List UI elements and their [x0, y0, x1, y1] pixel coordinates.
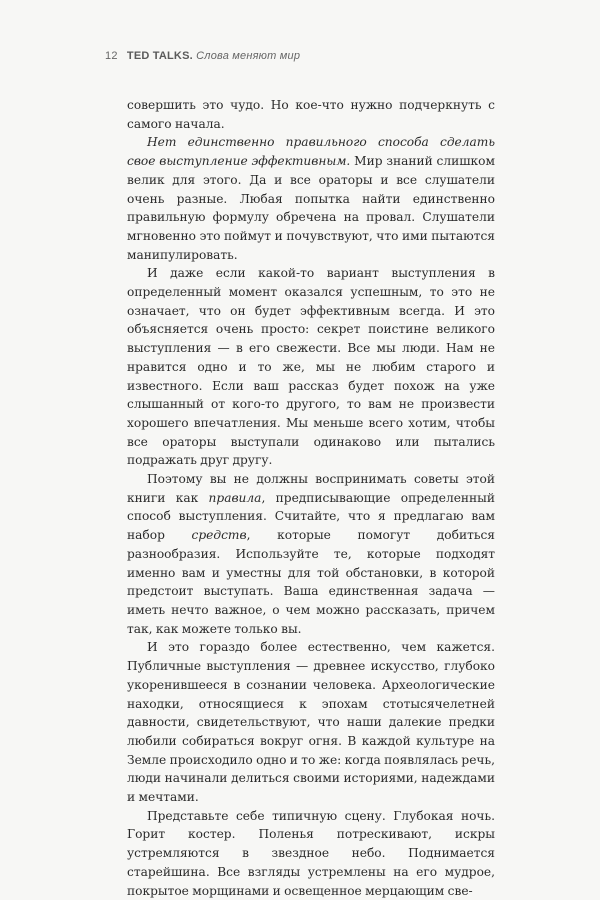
paragraph — [127, 638, 495, 806]
page-number: 12 — [105, 50, 118, 62]
text-run: И даже если какой-то вариант выступления в определенный момент оказался успешным, то это не означает, что он будет эффективным всегда. И это объясняется очень просто: секрет поистине великого выступления — в его свежести. Все мы люди. Нам не нравится одно и то же, мы не любим старого и известного. Если ваш рассказ будет похож на уже слышанный от кого-то другого, то вам не произвести хорошего впечатления. Мы меньше всего хотим, чтобы все ораторы выступали одинаково или пытались подражать друг другу. — [127, 266, 495, 468]
text-run: И это гораздо более естественно, чем кажется. Публичные выступления — древнее искусство, глубоко укоренившееся в сознании человека. Археологические находки, относящиеся к эпохам стотысячелетней давности, свидетельствуют, что наши далекие предки любили собираться вокруг огня. В каждой культуре на Земле происходило одно и то же: когда появлялась речь, люди начинали делиться своими историями, надеждами и мечтами. — [127, 640, 495, 805]
emphasis-run: Нет единственно правильного способа сделать свое выступление эффективным. — [127, 135, 495, 169]
running-header — [105, 50, 525, 62]
text-run: , предписывающие определенный способ выступления. Считайте, что я предлагаю вам набор — [127, 490, 496, 543]
paragraph — [127, 264, 495, 470]
text-run: Представьте себе типичную сцену. Глубокая ночь. Горит костер. Поленья потрескивают, искры устремляются в звездное небо. Поднимается старейшина. Все взгляды устремлены на его мудрое, покрытое морщинами и освещенное мерцающим све- — [127, 808, 495, 898]
paragraph — [127, 133, 495, 264]
text-run: совершить это чудо. Но кое-что нужно подчеркнуть с самого начала. — [127, 98, 495, 131]
emphasis-run: средств — [191, 528, 247, 543]
book-title: TED TALKS. — [126, 50, 193, 62]
emphasis-run: правила — [208, 490, 262, 505]
text-run: Мир знаний слишком велик для этого. Да и все ораторы и все слушатели очень разные. Любая попытка найти единственно правильную формулу обречена на провал. Слушатели мгновенно это поймут и почувствуют, что ими пытаются манипулировать. — [127, 154, 495, 262]
paragraph — [127, 96, 495, 133]
paragraph — [127, 470, 495, 638]
book-subtitle: Слова меняют мир — [196, 50, 301, 62]
body-text — [127, 96, 495, 900]
text-run: Поэтому вы не должны воспринимать советы этой книги как — [127, 472, 495, 505]
text-run: , которые помогут добиться разнообразия. Используйте те, которые подходят именно вам и уместны для той обстановки, в которой предстоит выступать. Ваша единственная задача — иметь нечто важное, о чем можно рассказать, причем так, как можете только вы. — [127, 528, 495, 636]
paragraph — [127, 807, 495, 900]
